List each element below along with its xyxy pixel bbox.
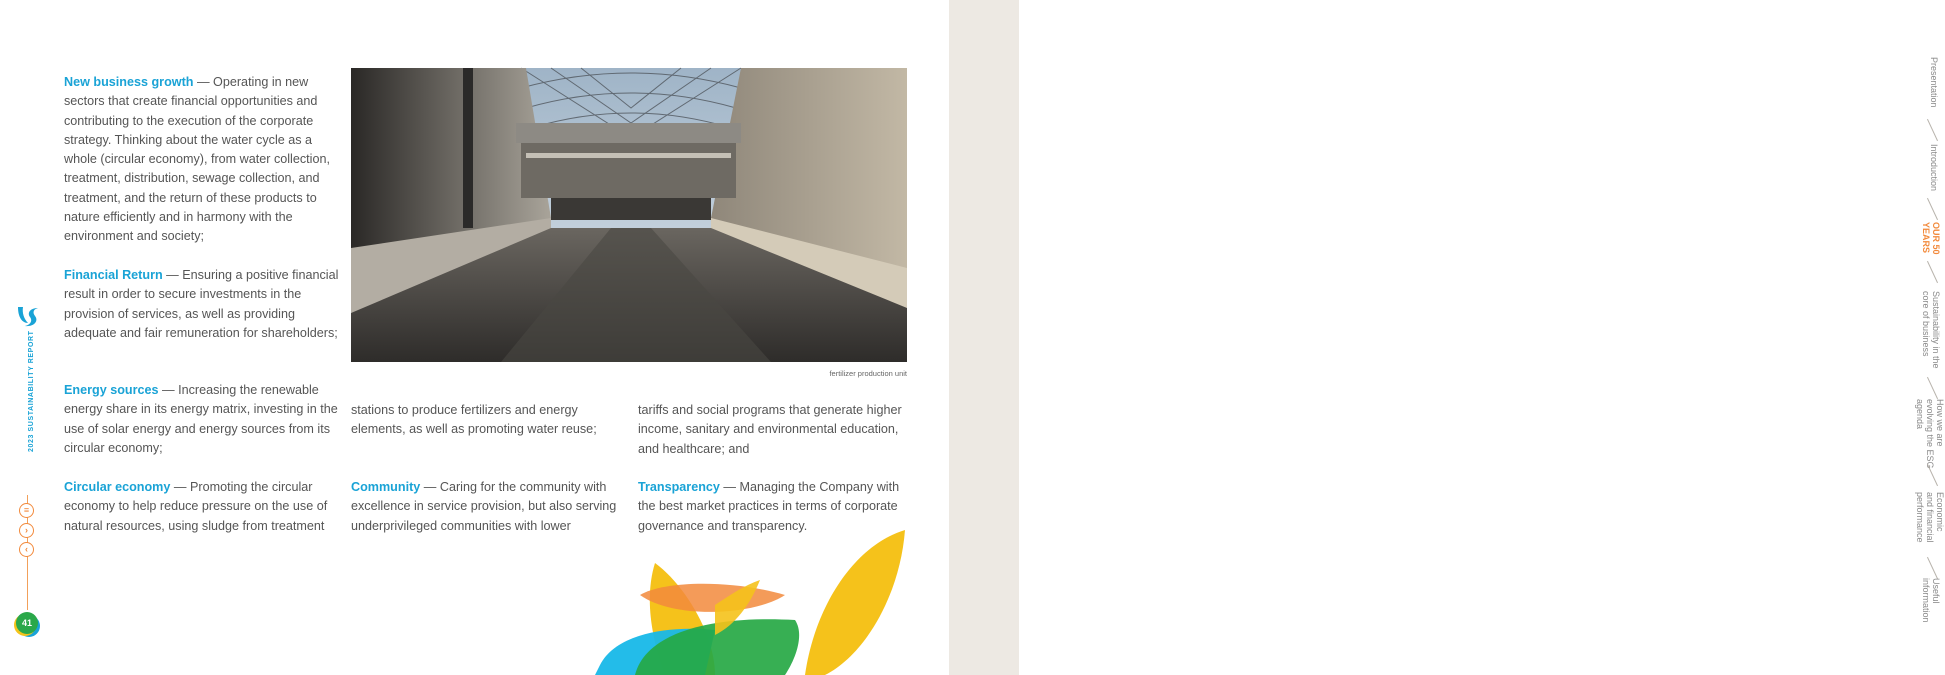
paragraph-lead: Transparency [638, 480, 720, 494]
next-page-button[interactable] [19, 523, 34, 538]
nav-economic-performance[interactable]: Economic and financial performance [1915, 492, 1945, 543]
paragraph-circular-economy-continued: stations to produce fertilizers and energy elements, as well as promoting water reuse; [351, 403, 597, 437]
nav-esg-agenda[interactable]: How we are evolving the ESG agenda [1915, 399, 1945, 469]
fertilizer-unit-photo [351, 68, 907, 362]
next-page-icon: › [25, 525, 28, 535]
nav-separator [1927, 557, 1938, 579]
greenhouse-photo-illustration [351, 68, 907, 362]
menu-icon: ≡ [23, 505, 30, 515]
paragraph-body: — Caring for the community with excellence in service provision, but also serving underprivileged communities with lower [351, 480, 617, 533]
photo-caption: fertilizer production unit [829, 369, 907, 378]
paragraph-energy-sources [64, 381, 339, 458]
paragraph-lead: Energy sources [64, 383, 159, 397]
nav-separator [1927, 377, 1938, 399]
paragraph-body: — Managing the Company with the best market practices in terms of corporate governance and transparency. [638, 480, 900, 533]
paragraph-community [351, 478, 626, 536]
section-navigation [949, 0, 1945, 675]
page-number: 41 [16, 612, 38, 634]
previous-page-button[interactable] [19, 542, 34, 557]
nav-our-50-years[interactable]: OUR 50 YEARS [1921, 222, 1941, 255]
paragraph-lead: New business growth [64, 75, 194, 89]
decorative-leaf-shapes [595, 525, 910, 675]
nav-presentation[interactable]: Presentation [1929, 57, 1939, 108]
paragraph-body: — Promoting the circular economy to help reduce pressure on the use of natural resources, using sludge from treatment [64, 480, 328, 533]
nav-introduction[interactable]: Introduction [1929, 144, 1939, 192]
paragraph-body: — Ensuring a positive financial result in order to secure investments in the provision of services, as well as providing adequate and fair remuneration for shareholders; [64, 268, 339, 340]
paragraph-lead: Circular economy [64, 480, 171, 494]
paragraph-body: — Operating in new sectors that create financial opportunities and contributing to the execution of the corporate strategy. Thinking about the water cycle as a whole (circular economy), from water collection, treatment, distribution, sewage collection, and treatment, and the return of these products to nature efficiently and in harmony with the environment and society; [64, 75, 330, 244]
nav-sustainability-core[interactable]: Sustainability in the core of business [1921, 291, 1941, 369]
menu-button[interactable] [19, 503, 34, 518]
previous-page-icon: ‹ [25, 544, 28, 554]
paragraph-financial-return [64, 266, 339, 343]
left-rail [0, 0, 50, 675]
report-label: 2023 SUSTAINABILITY REPORT [28, 330, 35, 452]
nav-separator [1927, 119, 1938, 141]
nav-separator [1927, 261, 1938, 283]
paragraph-lead: Financial Return [64, 268, 163, 282]
paragraph-community-continued: tariffs and social programs that generate higher income, sanitary and environmental education, and healthcare; and [638, 403, 902, 456]
paragraph-new-business-growth [64, 73, 339, 247]
nav-useful-information[interactable]: Useful information [1921, 578, 1941, 623]
paragraph-circular-economy [64, 478, 339, 536]
paragraph-lead: Community [351, 480, 421, 494]
paragraph-body: — Increasing the renewable energy share in its energy matrix, investing in the use of solar energy and energy sources from its circular economy; [64, 383, 338, 455]
nav-separator [1927, 198, 1938, 220]
brand-logo-icon [16, 305, 40, 327]
